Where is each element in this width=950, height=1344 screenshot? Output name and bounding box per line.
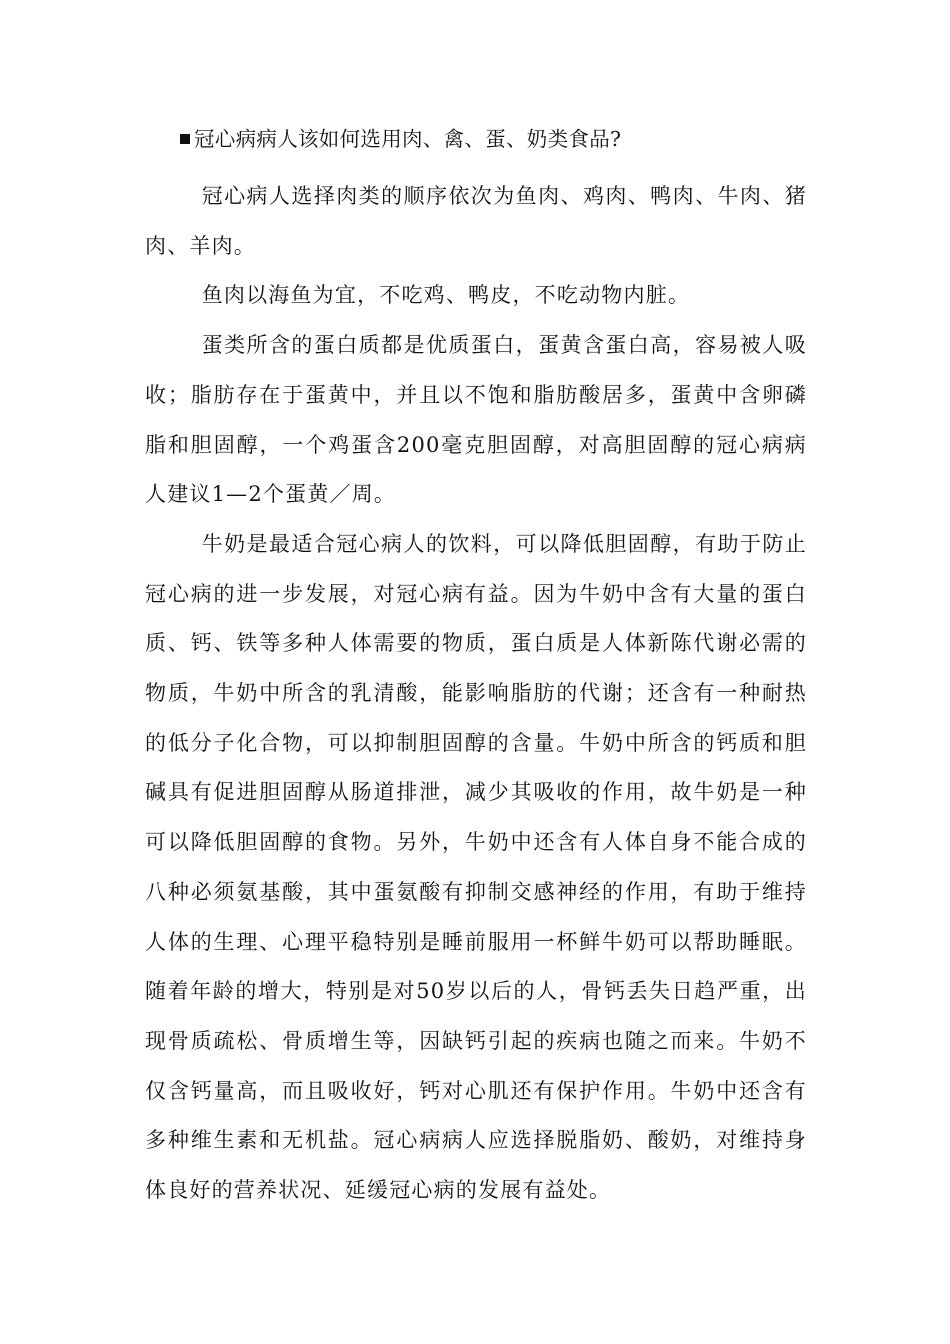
heading-text: 冠心病病人该如何选用肉、禽、蛋、奶类食品? <box>194 127 622 151</box>
document-body <box>145 114 807 1216</box>
paragraph-meat-order: 冠心病人选择肉类的顺序依次为鱼肉、鸡肉、鸭肉、牛肉、猪肉、羊肉。 <box>145 184 807 258</box>
square-bullet-icon <box>180 134 190 144</box>
paragraph-milk: 牛奶是最适合冠心病人的饮料，可以降低胆固醇，有助于防止冠心病的进一步发展，对冠心病有益。因为牛奶中含有大量的蛋白质、钙、铁等多种人体需要的物质，蛋白质是人体新陈代谢必需的物质，牛奶中所含的乳清酸，能影响脂肪的代谢；还含有一种耐热的低分子化合物，可以抑制胆固醇的含量。牛奶中所含的钙质和胆碱具有促进胆固醇从肠道排泄，减少其吸收的作用，故牛奶是一种可以降低胆固醇的食物。另外，牛奶中还含有人体自身不能合成的八种必须氨基酸，其中蛋氨酸有抑制交感神经的作用，有助于维持人体的生理、心理平稳特别是睡前服用一杯鲜牛奶可以帮助睡眠。随着年龄的增大，特别是对50岁以后的人，骨钙丢失日趋严重，出现骨质疏松、骨质增生等，因缺钙引起的疾病也随之而来。牛奶不仅含钙量高，而且吸收好，钙对心肌还有保护作用。牛奶中还含有多种维生素和无机盐。冠心病病人应选择脱脂奶、酸奶，对维持身体良好的营养状况、延缓冠心病的发展有益处。 <box>145 531 807 1203</box>
question-heading <box>180 114 807 164</box>
paragraph-eggs: 蛋类所含的蛋白质都是优质蛋白，蛋黄含蛋白高，容易被人吸收；脂肪存在于蛋黄中，并且以不饱和脂肪酸居多，蛋黄中含卵磷脂和胆固醇，一个鸡蛋含200毫克胆固醇，对高胆固醇的冠心病病人建议1—2个蛋黄／周。 <box>145 333 807 507</box>
paragraph-fish: 鱼肉以海鱼为宜，不吃鸡、鸭皮，不吃动物内脏。 <box>201 283 691 308</box>
